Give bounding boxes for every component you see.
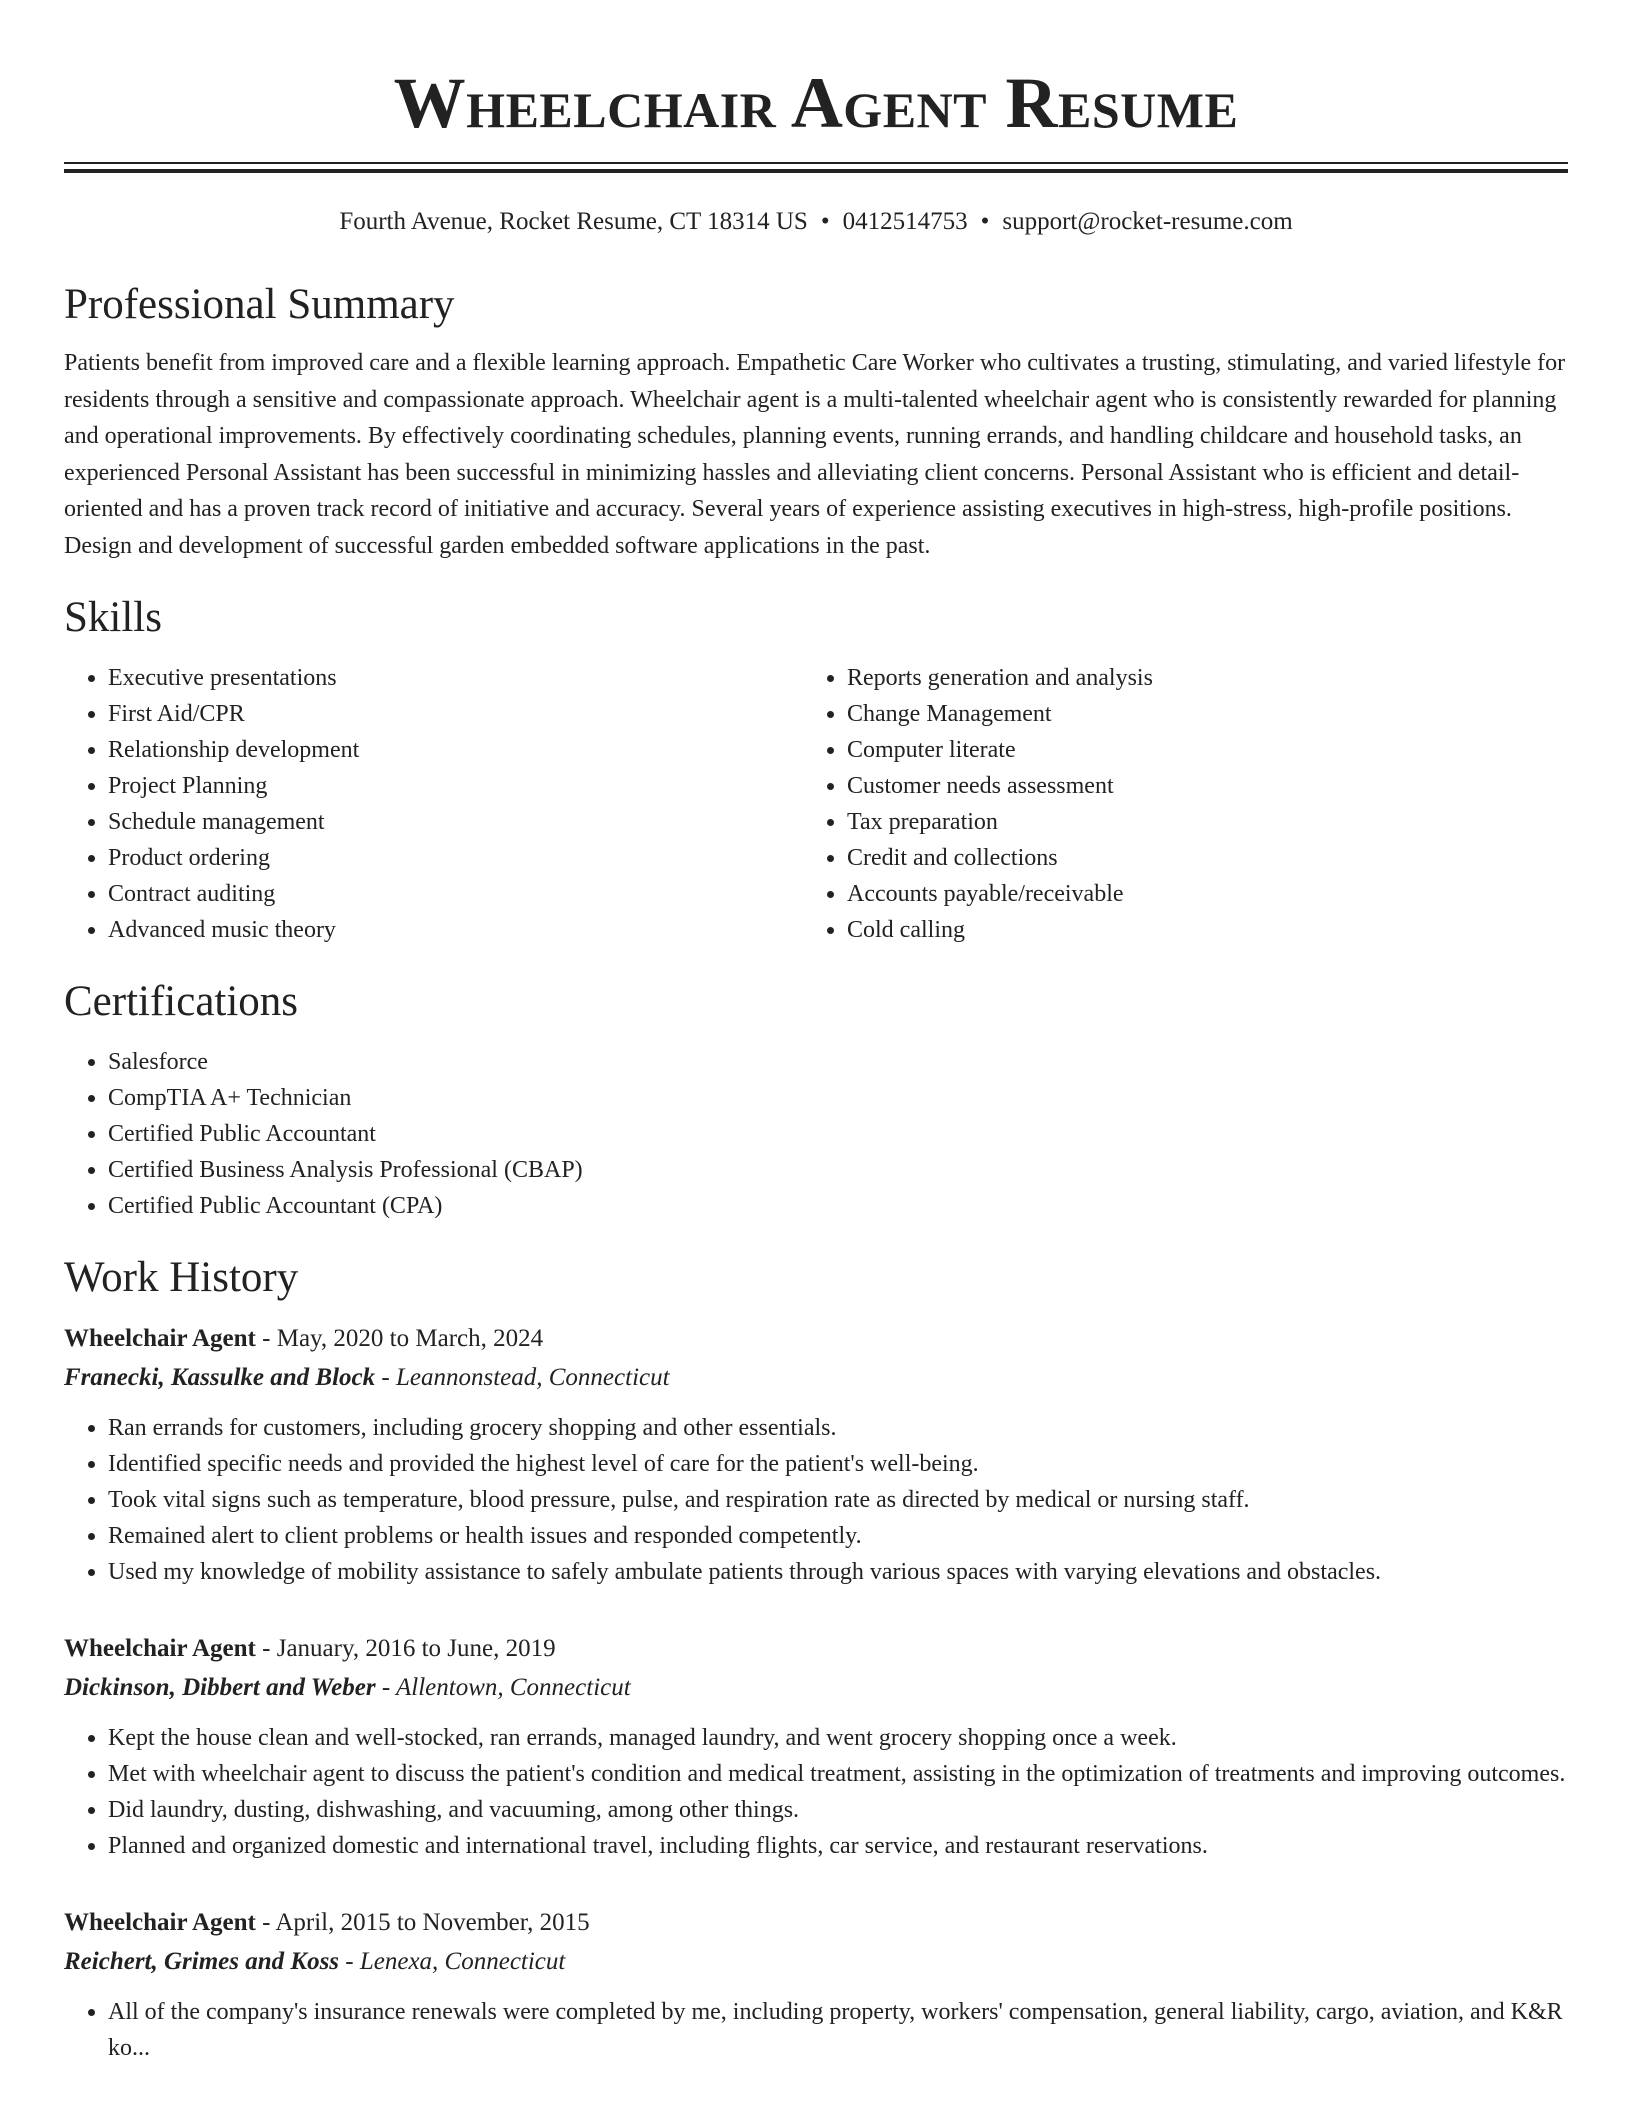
job-bullet: • Met with wheelchair agent to discuss the patient's condition and medical treatment, assisting in the optimization of treatments and improving outcomes. [108,1756,1568,1792]
job-entry [64,1904,1568,2066]
job-role: Wheelchair Agent [64,1635,256,1662]
skills-list-right [806,660,1548,948]
certification-item: • Certified Public Accountant (CPA) [108,1188,1568,1224]
skill-item: • First Aid/CPR [108,696,806,732]
certification-item: • CompTIA A+ Technician [108,1080,1568,1116]
job-company: Franecki, Kassulke and Block [64,1364,376,1391]
job-bullet: • Remained alert to client problems or health issues and responded competently. [108,1518,1568,1554]
job-company-line [64,1668,1568,1708]
job-dash: - [345,1948,354,1975]
skills-heading: Skills [64,594,162,641]
certification-item: • Certified Public Accountant [108,1116,1568,1152]
job-header [64,1630,1568,1668]
title-divider [64,162,1568,173]
job-dash: - [262,1909,271,1936]
job-header [64,1904,1568,1942]
contact-address: Fourth Avenue, Rocket Resume, CT 18314 US [339,208,808,235]
contact-separator: • [820,208,830,235]
job-bullet: • Kept the house clean and well-stocked, ran errands, managed laundry, and went grocery shopping once a week. [108,1720,1568,1756]
skill-item: • Change Management [847,696,1548,732]
contact-email[interactable]: support@rocket-resume.com [1002,208,1293,235]
job-dates: April, 2015 to November, 2015 [275,1909,590,1936]
skills-list-left [64,660,806,948]
certifications-list [64,1044,1568,1224]
skill-item: • Credit and collections [847,840,1548,876]
skill-item: • Contract auditing [108,876,806,912]
job-dash: - [262,1325,271,1352]
skill-item: • Product ordering [108,840,806,876]
certifications-heading: Certifications [64,978,299,1025]
skill-item: • Tax preparation [847,804,1548,840]
job-role: Wheelchair Agent [64,1325,256,1352]
summary-text: Patients benefit from improved care and a flexible learning approach. Empathetic Care Worker who cultivates a trusting, stimulating, and varied lifestyle for residents through a sensitive and compassionate approach. Wheelchair agent is a multi-talented wheelchair agent who is consistently rewarded for planning and operational improvements. By effectively coordinating schedules, planning events, running errands, and handling childcare and household tasks, an experienced Personal Assistant has been successful in minimizing hassles and alleviating client concerns. Personal Assistant who is efficient and detail-oriented and has a proven track record of initiative and accuracy. Several years of experience assisting executives in high-stress, high-profile positions. Design and development of successful garden embedded software applications in the past. [64,350,1566,559]
job-bullet: • Used my knowledge of mobility assistance to safely ambulate patients through various spaces with varying elevations and obstacles. [108,1554,1568,1590]
skill-item: • Schedule management [108,804,806,840]
job-company-line [64,1358,1568,1398]
job-company: Dickinson, Dibbert and Weber [64,1674,376,1701]
resume-title: Wheelchair Agent Resume [393,63,1239,143]
job-bullet: • Planned and organized domestic and international travel, including flights, car service, and restaurant reservations. [108,1828,1568,1864]
job-role: Wheelchair Agent [64,1909,256,1936]
job-location: Allentown, Connecticut [396,1674,631,1701]
job-company: Reichert, Grimes and Koss [64,1948,340,1975]
skill-item: • Cold calling [847,912,1548,948]
certification-item: • Certified Business Analysis Professional (CBAP) [108,1152,1568,1188]
job-bullet: • Identified specific needs and provided the highest level of care for the patient's well-being. [108,1446,1568,1482]
job-entry [64,1630,1568,1864]
skill-item: • Accounts payable/receivable [847,876,1548,912]
skill-item: • Project Planning [108,768,806,804]
certification-item: • Salesforce [108,1044,1568,1080]
contact-phone: 0412514753 [842,208,968,235]
job-location: Leannonstead, Connecticut [395,1364,670,1391]
resume-page [64,0,1568,2066]
job-dates: May, 2020 to March, 2024 [276,1325,544,1352]
summary-heading: Professional Summary [64,281,455,328]
job-bullet: • Did laundry, dusting, dishwashing, and vacuuming, among other things. [108,1792,1568,1828]
divider-thick-line [64,169,1568,173]
job-bullet: • Took vital signs such as temperature, blood pressure, pulse, and respiration rate as directed by medical or nursing staff. [108,1482,1568,1518]
job-entry [64,1320,1568,1590]
skill-item: • Reports generation and analysis [847,660,1548,696]
skills-columns [64,660,1568,948]
job-bullet: • Ran errands for customers, including grocery shopping and other essentials. [108,1410,1568,1446]
contact-separator: • [980,208,990,235]
job-location: Lenexa, Connecticut [359,1948,566,1975]
job-dash: - [381,1364,390,1391]
skill-item: • Executive presentations [108,660,806,696]
job-header [64,1320,1568,1358]
work-history-heading: Work History [64,1254,299,1301]
job-bullets [64,1410,1568,1590]
skill-item: • Advanced music theory [108,912,806,948]
skill-item: • Computer literate [847,732,1548,768]
job-dates: January, 2016 to June, 2019 [276,1635,556,1662]
job-bullet: • All of the company's insurance renewals were completed by me, including property, workers' compensation, general liability, cargo, aviation, and K&R ko... [108,1994,1568,2066]
job-company-line [64,1942,1568,1982]
job-dash: - [262,1635,271,1662]
skill-item: • Relationship development [108,732,806,768]
job-dash: - [381,1674,391,1701]
contact-line [64,205,1568,239]
job-bullets [64,1720,1568,1864]
job-bullets [64,1994,1568,2066]
skill-item: • Customer needs assessment [847,768,1548,804]
